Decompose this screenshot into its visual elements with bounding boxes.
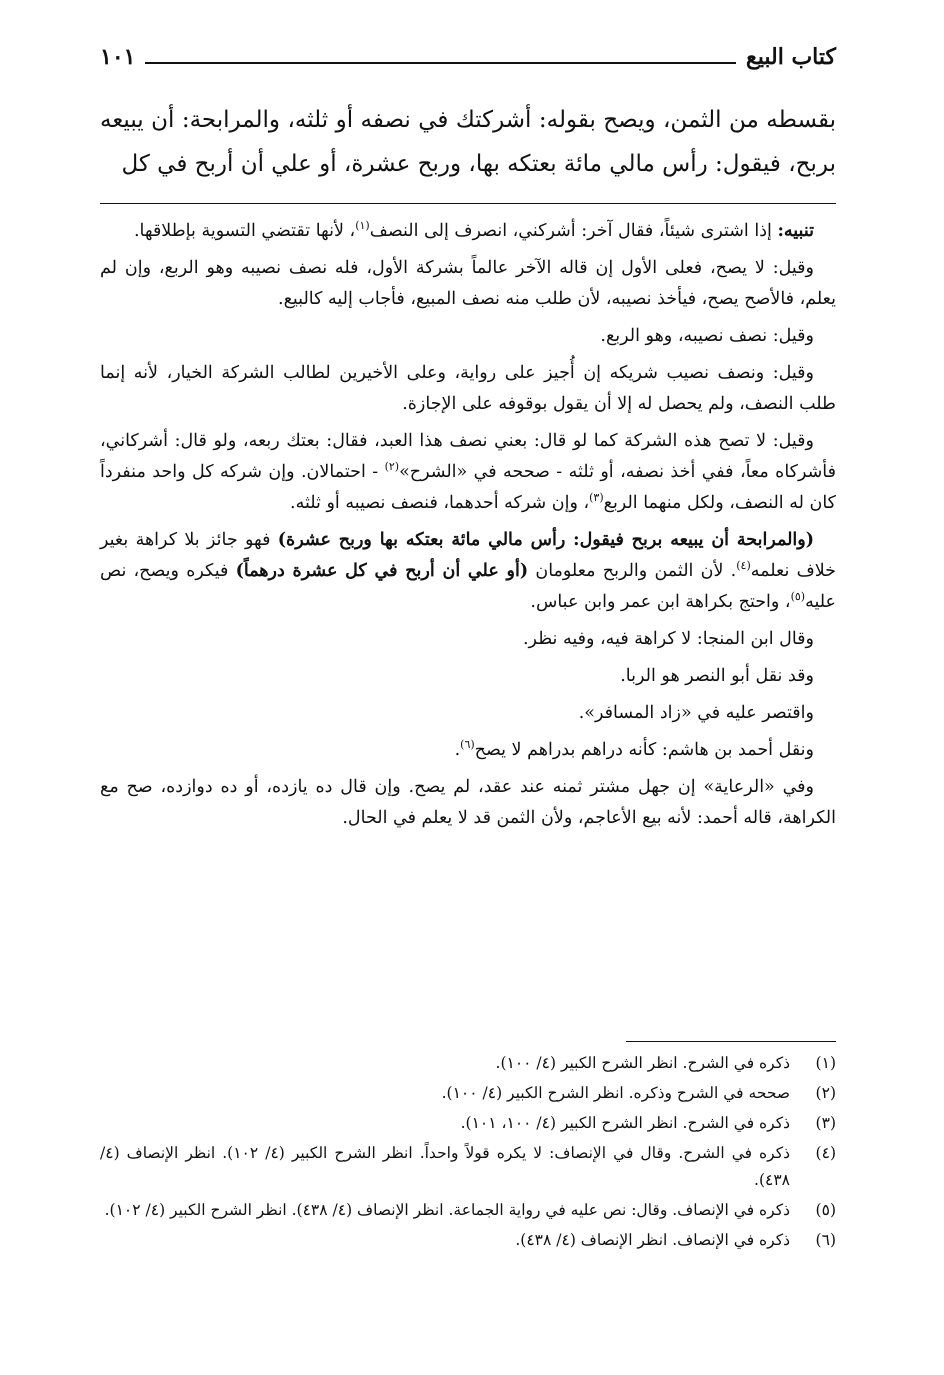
commentary-paragraph-4: وقيل: ونصف نصيب شريكه إن أُجيز على رواية، وعلى الأخيرين لطالب الشركة الخيار، لأنه إنما طلب النصف، ولم يحصل له إلا أن يقول بوقوفه على الإجازة. [100,363,836,414]
main-text-divider [100,203,836,204]
footnotes-divider [626,1041,836,1042]
footnote-text: ذكره في الشرح. وقال في الإنصاف: لا يكره قولاً واحداً. انظر الشرح الكبير (٤/ ١٠٢). انظر الإنصاف (٤/ ٤٣٨). [100,1144,790,1189]
commentary-paragraph-7: وقال ابن المنجا: لا كراهة فيه، وفيه نظر. [522,629,814,649]
footnote-number: (٤) [815,1144,836,1162]
footnote [100,1080,836,1107]
header-title: كتاب البيع [746,44,836,70]
footnote [100,1110,836,1137]
commentary-paragraph-8: وقد نقل أبو النصر هو الربا. [620,666,814,686]
footnotes [100,1050,836,1257]
footnote-number: (٥) [815,1201,836,1219]
commentary-text: ، واحتج بكراهة ابن عمر وابن عباس. [530,592,791,612]
commentary-text: ، لأنها تقتضي التسوية بإطلاقها. [133,221,356,241]
commentary-text: فيكره ويصح، نص عليه [100,561,836,612]
commentary-text: ، وإن شركه أحدهما، فنصف نصيبه أو ثلثه. [290,493,590,513]
footnote [100,1227,836,1254]
commentary-paragraph-9: واقتصر عليه في «زاد المسافر». [578,703,814,723]
footnote-text: ذكره في الشرح. انظر الشرح الكبير (٤/ ١٠٠، ١٠١). [460,1114,790,1132]
commentary-paragraph-10 [100,735,836,766]
commentary-paragraph-3: وقيل: نصف نصيبه، وهو الربع. [600,326,814,346]
footnote [100,1050,836,1077]
commentary-paragraph-1 [100,216,836,247]
commentary-paragraph-2: وقيل: لا يصح، فعلى الأول إن قاله الآخر عالماً بشركة الأول، فله نصف نصيبه وهو الربع، وإن لم يعلم، فالأصح يصح، فيأخذ نصيبه، لأن طلب منه نصف المبيع، فأجاب إليه كالبيع. [100,258,836,309]
footnote-text: ذكره في الإنصاف. وقال: نص عليه في رواية الجماعة. انظر الإنصاف (٤/ ٤٣٨). انظر الشرح الكبير (٤/ ١٠٢). [104,1201,790,1219]
commentary-paragraph-6 [100,525,836,618]
commentary-text: فهو جائز بلا كراهة بغير خلاف نعلمه [100,530,836,581]
quoted-matn: (أو علي أن أربح في كل عشرة درهماً) [235,561,529,581]
commentary [100,216,836,840]
notice-label: تنبيه: [777,221,814,241]
footnote [100,1140,836,1194]
commentary-paragraph-11: وفي «الرعاية» إن جهل مشتر ثمنه عند عقد، لم يصح. وإن قال ده يازده، أو ده دوازده، صح مع الكراهة، قاله أحمد: لأنه بيع الأعاجم، ولأن الثمن قد لا يعلم في الحال. [100,777,836,828]
footnote-number: (١) [815,1054,836,1072]
commentary-text: . [454,740,461,760]
footnote-text: صححه في الشرح وذكره. انظر الشرح الكبير (٤/ ١٠٠). [441,1084,790,1102]
footnote-number: (٢) [815,1084,836,1102]
commentary-text: وقيل: لا تصح هذه الشركة كما لو قال: بعني نصف هذا العبد، فقال: بعتك ربعه، ولو قال: أشركاني، فأشركاه معاً، ففي أخذ نصفه، أو ثلثه - صححه في «الشرح» [100,431,836,482]
header-rule [145,62,736,64]
main-text [100,98,836,186]
footnote-number: (٣) [815,1114,836,1132]
commentary-paragraph-5 [100,426,836,519]
main-text-paragraph: بقسطه من الثمن، ويصح بقوله: أشركتك في نصفه أو ثلثه، والمرابحة: أن يبيعه بربح، فيقول: رأس مالي مائة بعتكه بها، وربح عشرة، أو علي أن أربح في كل [100,107,836,177]
footnote-ref[interactable]: (٢) [384,460,400,474]
footnote-ref[interactable]: (٥) [790,590,806,604]
footnote-ref[interactable]: (٤) [736,559,751,573]
quoted-matn: (والمرابحة أن يبيعه بربح فيقول: رأس مالي مائة بعتكه بها وربح عشرة) [277,530,815,550]
footnote [100,1197,836,1224]
commentary-text: إذا اشترى شيئاً، فقال آخر: أشركني، انصرف إلى النصف [369,221,778,241]
footnote-text: ذكره في الشرح. انظر الشرح الكبير (٤/ ١٠٠). [495,1054,790,1072]
commentary-text: ونقل أحمد بن هاشم: كأنه دراهم بدراهم لا يصح [474,740,814,760]
running-header [100,44,836,76]
footnote-number: (٦) [815,1231,836,1249]
footnote-ref[interactable]: (٦) [460,738,475,752]
commentary-text: - احتمالان. وإن شركه كل واحد منفرداً كان له النصف، ولكل منهما الربع [100,462,836,513]
footnote-ref[interactable]: (١) [355,219,370,233]
page-number: ١٠١ [100,44,136,70]
footnote-text: ذكره في الإنصاف. انظر الإنصاف (٤/ ٤٣٨). [515,1231,790,1249]
footnote-ref[interactable]: (٣) [589,491,604,505]
commentary-text: . لأن الثمن والربح معلومان [528,561,737,581]
